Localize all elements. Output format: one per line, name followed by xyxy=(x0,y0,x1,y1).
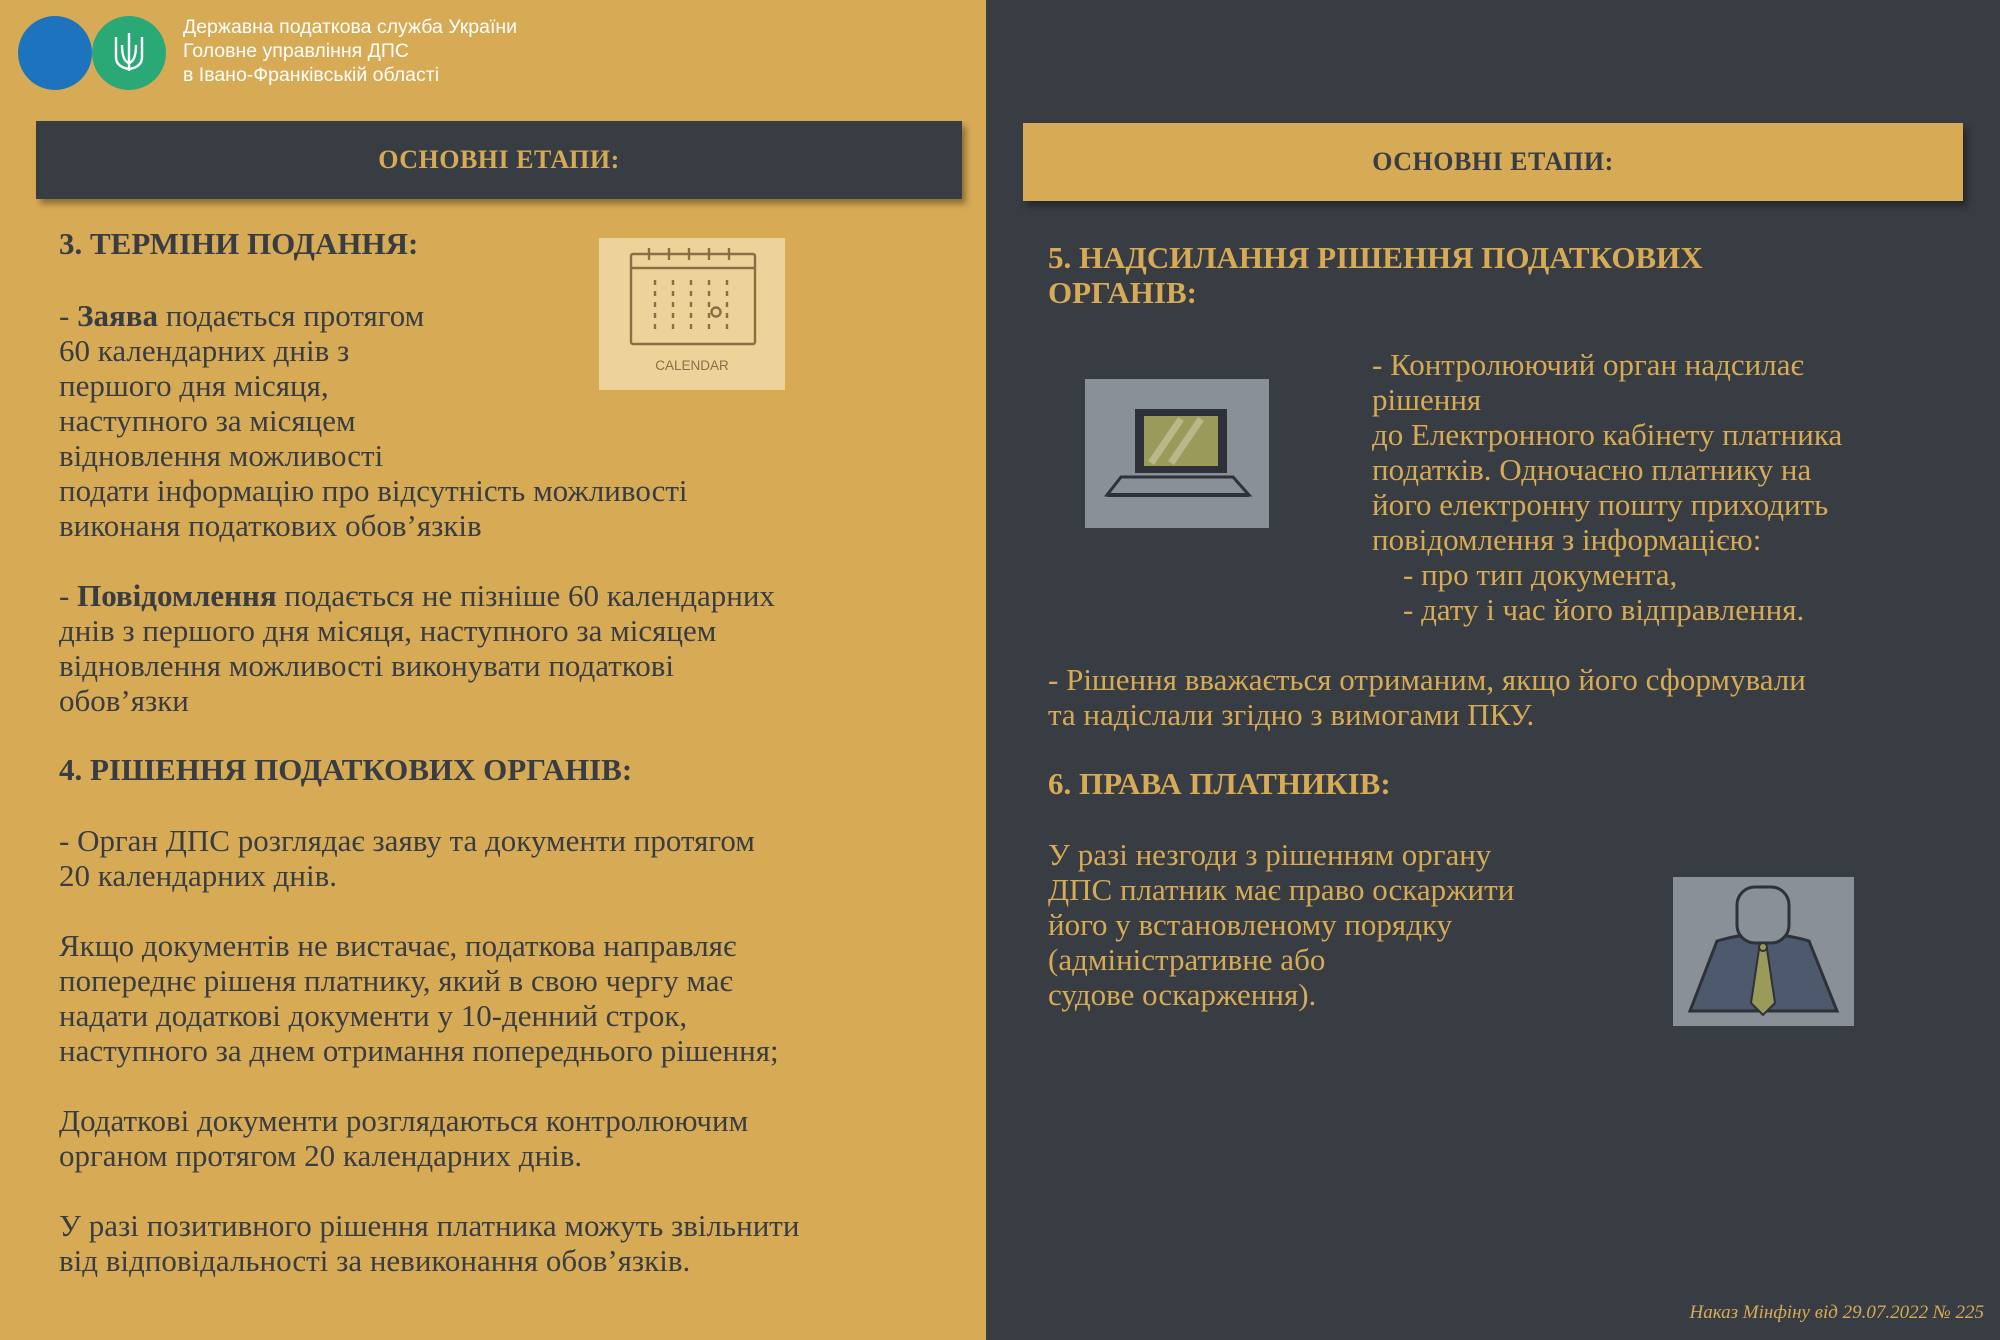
section-6-paragraph-line: (адміністративне або xyxy=(1048,942,1326,977)
section-3-title: 3. ТЕРМІНИ ПОДАННЯ: xyxy=(59,226,419,261)
section-6-paragraph-line: судове оскарження). xyxy=(1048,977,1317,1012)
section-5-title-line: ОРГАНІВ: xyxy=(1048,275,1197,310)
section-3-paragraph-1-line: відновлення можливості xyxy=(59,438,384,473)
section-5-paragraph-1-line: - Контролюючий орган надсилає xyxy=(1372,347,1804,382)
section-5-paragraph-1-line: його електронну пошту приходить xyxy=(1372,487,1829,522)
section-4-paragraph-3-line: Додаткові документи розглядаються контролюючим xyxy=(59,1103,749,1138)
section-3-paragraph-2-line-1: - Повідомлення подається не пізніше 60 календарних xyxy=(59,578,775,613)
section-4-title: 4. РІШЕННЯ ПОДАТКОВИХ ОРГАНІВ: xyxy=(59,752,633,787)
legal-reference-note: Наказ Мінфіну від 29.07.2022 № 225 xyxy=(1689,1302,1984,1323)
section-4-paragraph-1-line: - Орган ДПС розглядає заяву та документи протягом xyxy=(59,823,755,858)
section-3-paragraph-2-line: обов’язки xyxy=(59,683,189,718)
left-panel xyxy=(0,0,986,1340)
org-name-line-3: в Івано-Франківській області xyxy=(183,64,440,86)
organization-header xyxy=(183,15,517,87)
section-5-list-item: - про тип документа, xyxy=(1372,557,1678,592)
section-5-paragraph-1-line: податків. Одночасно платнику на xyxy=(1372,452,1812,487)
section-4-paragraph-2-line: Якщо документів не вистачає, податкова направляє xyxy=(59,928,737,963)
section-5-paragraph-1-line: повідомлення з інформацією: xyxy=(1372,522,1762,557)
calendar-label: CALENDAR xyxy=(655,358,729,373)
section-4-paragraph-2-line: попереднє рішеня платнику, який в свою чергу має xyxy=(59,963,733,998)
dps-logo-blue-circle xyxy=(18,16,92,90)
section-4-paragraph-1-line: 20 календарних днів. xyxy=(59,858,338,893)
section-5-title-line: 5. НАДСИЛАННЯ РІШЕННЯ ПОДАТКОВИХ xyxy=(1048,240,1703,275)
section-3-paragraph-1-line: першого дня місяця, xyxy=(59,368,329,403)
section-6-paragraph-line: ДПС платник має право оскаржити xyxy=(1048,872,1515,907)
section-4-paragraph-4-line: від відповідальності за невиконання обов’язків. xyxy=(59,1243,691,1278)
section-3-paragraph-2-line: днів з першого дня місяця, наступного за місяцем xyxy=(59,613,717,648)
section-4-paragraph-3-line: органом протягом 20 календарних днів. xyxy=(59,1138,583,1173)
org-name-line-1: Державна податкова служба України xyxy=(183,16,518,38)
section-6-paragraph-line: У разі незгоди з рішенням органу xyxy=(1048,837,1492,872)
calendar-icon xyxy=(599,238,785,390)
section-5-paragraph-1-line: до Електронного кабінету платника xyxy=(1372,417,1843,452)
section-3-paragraph-1-line: подати інформацію про відсутність можливості xyxy=(59,473,688,508)
section-3-paragraph-1-line: виконаня податкових обов’язків xyxy=(59,508,482,543)
laptop-icon xyxy=(1085,379,1269,528)
application-term: Заява xyxy=(77,298,158,333)
section-5-paragraph-2-line: та надіслали згідно з вимогами ПКУ. xyxy=(1048,697,1535,732)
section-3-paragraph-1-line: 60 календарних днів з xyxy=(59,333,350,368)
org-name-line-2: Головне управління ДПС xyxy=(183,40,409,62)
right-stages-banner: ОСНОВНІ ЕТАПИ: xyxy=(1023,123,1963,201)
notification-term: Повідомлення xyxy=(77,578,277,613)
section-3-paragraph-2-line: відновлення можливості виконувати податкові xyxy=(59,648,675,683)
section-4-paragraph-2-line: надати додаткові документи у 10-денний строк, xyxy=(59,998,688,1033)
section-4-paragraph-2-line: наступного за днем отримання попереднього рішення; xyxy=(59,1033,779,1068)
section-3-paragraph-1-line: наступного за місяцем xyxy=(59,403,356,438)
section-4-paragraph-4-line: У разі позитивного рішення платника можуть звільнити xyxy=(59,1208,800,1243)
section-5-list-item: - дату і час його відправлення. xyxy=(1372,592,1805,627)
businessman-icon xyxy=(1673,877,1854,1026)
trident-icon xyxy=(92,16,166,90)
section-5-paragraph-1-line: рішення xyxy=(1372,382,1482,417)
section-6-paragraph-line: його у встановленому порядку xyxy=(1048,907,1453,942)
left-stages-banner: ОСНОВНІ ЕТАПИ: xyxy=(36,121,962,199)
section-6-title: 6. ПРАВА ПЛАТНИКІВ: xyxy=(1048,766,1391,801)
section-5-paragraph-2-line: - Рішення вважається отриманим, якщо його сформували xyxy=(1048,662,1806,697)
section-3-paragraph-1-line-1: - Заява подається протягом xyxy=(59,298,425,333)
